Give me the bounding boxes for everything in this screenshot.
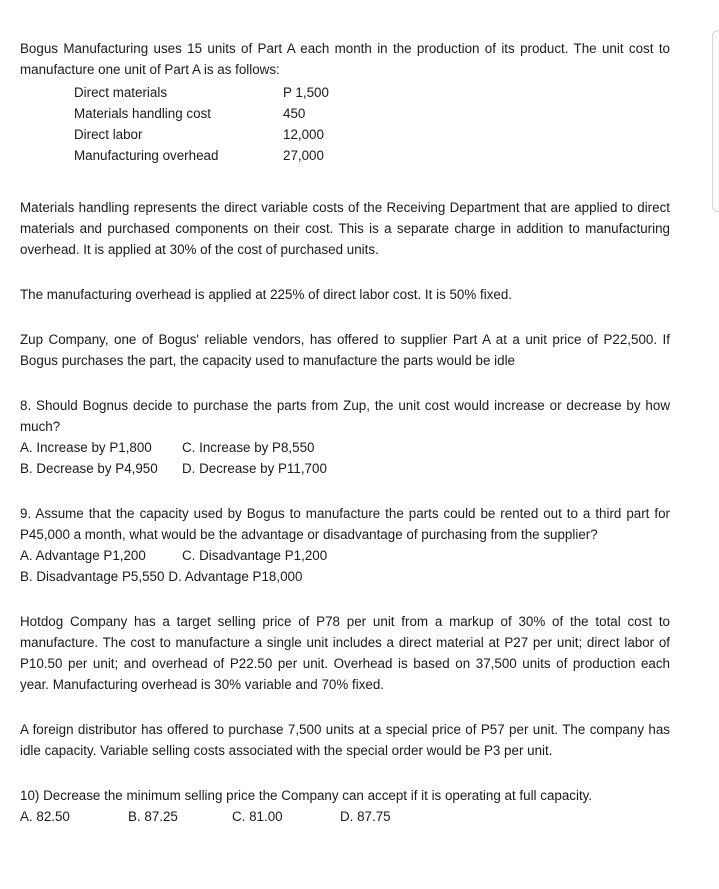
question-10-options <box>20 806 670 827</box>
cost-label: Direct labor <box>74 127 143 142</box>
cost-row <box>74 145 329 166</box>
cost-row <box>74 103 329 124</box>
cost-label: Materials handling cost <box>74 106 211 121</box>
document-page <box>20 38 670 827</box>
cost-label: Direct materials <box>74 85 168 100</box>
cost-value: P 1,500 <box>283 85 329 100</box>
q8-option-c: C. Increase by P8,550 <box>182 440 315 455</box>
question-9: 9. Assume that the capacity used by Bogus to manufacture the parts could be rented out to a third part for P45,000 a month, what would be the advantage or disadvantage of purchasing from the supplier? <box>20 506 670 542</box>
q9-option-a: A. Advantage P1,200 <box>20 548 146 563</box>
cost-row <box>74 124 329 145</box>
q10-option-b: B. 87.25 <box>128 809 178 824</box>
hotdog-paragraph: Hotdog Company has a target selling price of P78 per unit from a markup of 30% of the total cost to manufacture. The cost to manufacture a single unit includes a direct material at P27 per unit; direct labor of P10.50 per unit; and overhead of P22.50 per unit. Overhead is based on 37,500 units of production each year. Manufacturing overhead is 30% variable and 70% fixed. <box>20 614 670 692</box>
q8-option-a: A. Increase by P1,800 <box>20 440 152 455</box>
scrollbar-edge[interactable] <box>712 30 719 212</box>
foreign-paragraph: A foreign distributor has offered to purchase 7,500 units at a special price of P57 per unit. The company has idle capacity. Variable selling costs associated with the special order would be P3 per unit. <box>20 722 670 758</box>
question-8-options <box>20 437 670 479</box>
q10-option-c: C. 81.00 <box>232 809 283 824</box>
question-9-options <box>20 545 670 587</box>
cost-row <box>74 82 329 103</box>
question-8: 8. Should Bognus decide to purchase the parts from Zup, the unit cost would increase or decrease by how much? <box>20 398 670 434</box>
overhead-paragraph: The manufacturing overhead is applied at 225% of direct labor cost. It is 50% fixed. <box>20 287 513 302</box>
q8-option-d: D. Decrease by P11,700 <box>182 461 327 476</box>
q9-option-c: C. Disadvantage P1,200 <box>182 548 328 563</box>
handling-paragraph: Materials handling represents the direct variable costs of the Receiving Department that are applied to direct materials and purchased components on their cost. This is a separate charge in addition to manufacturing overhead. It is applied at 30% of the cost of purchased units. <box>20 200 670 257</box>
q9-option-d: D. Advantage P18,000 <box>168 569 303 584</box>
intro-paragraph: Bogus Manufacturing uses 15 units of Part A each month in the production of its product. The unit cost to manufacture one unit of Part A is as follows: <box>20 41 670 77</box>
cost-value: 450 <box>283 106 306 121</box>
cost-value: 12,000 <box>283 127 324 142</box>
q9-option-b: B. Disadvantage P5,550 <box>20 569 165 584</box>
q8-option-b: B. Decrease by P4,950 <box>20 461 158 476</box>
q10-option-a: A. 82.50 <box>20 809 70 824</box>
cost-table <box>74 82 329 166</box>
q10-option-d: D. 87.75 <box>340 809 391 824</box>
zup-paragraph: Zup Company, one of Bogus' reliable vendors, has offered to supplier Part A at a unit price of P22,500. If Bogus purchases the part, the capacity used to manufacture the parts would be idle <box>20 332 670 368</box>
cost-value: 27,000 <box>283 148 324 163</box>
cost-label: Manufacturing overhead <box>74 148 219 163</box>
question-10: 10) Decrease the minimum selling price the Company can accept if it is operating at full capacity. <box>20 788 593 803</box>
